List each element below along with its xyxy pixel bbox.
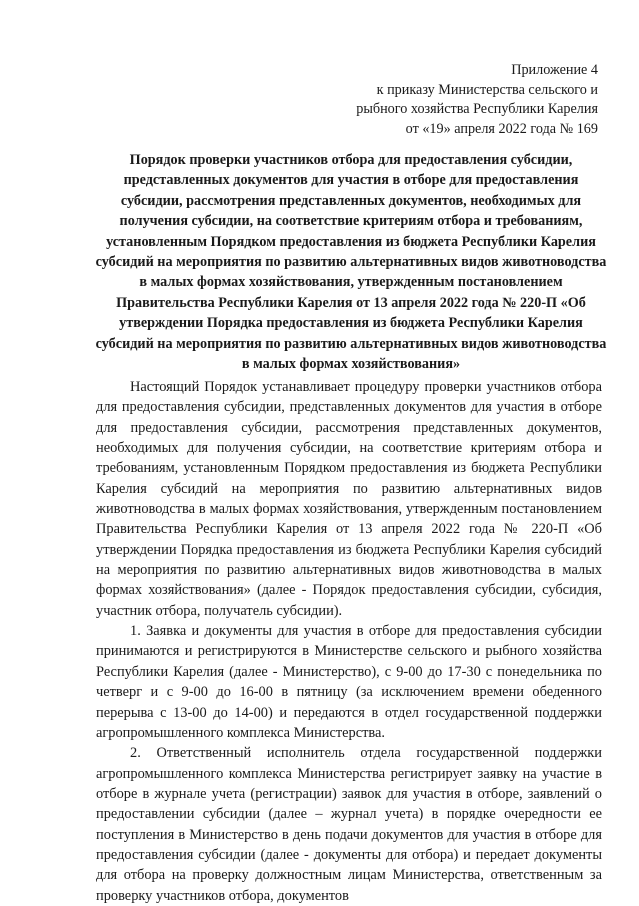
appendix-ministry-line: рыбного хозяйства Республики Карелия (356, 101, 598, 117)
appendix-header (356, 61, 598, 139)
appendix-date-line: от «19» апреля 2022 года № 169 (405, 120, 598, 137)
appendix-order-line: к приказу Министерства сельского и (376, 81, 598, 98)
document-body (96, 377, 602, 906)
intro-paragraph: Настоящий Порядок устанавливает процедуру проверки участников отбора для предоставления субсидии, представленных документов для участия в отборе для предоставления субсидии, рассмотрения представленных документов, необходимых для получения субсидии, на соответствие критериям отбора и требованиям, установленным Порядком предоставления из бюджета Республики Карелия субсидий на мероприятия по развитию альтернативных видов животноводства в малых формах хозяйствования, утвержденным постановлением Правительства Республики Карелия от 13 апреля 2022 года № 220-П «Об утверждении Порядка предоставления из бюджета Республики Карелия субсидий на мероприятия по развитию альтернативных видов животноводства в малых формах хозяйствования» (далее - Порядок предоставления субсидии, субсидия, участник отбора, получатель субсидии). (96, 379, 602, 619)
document-title: Порядок проверки участников отбора для предоставления субсидии, представленных документов для участия в отборе для предоставления субсидии, рассмотрения представленных документов, необходимых для получения субсидии, на соответствие критериям отбора и требованиям, установленным Порядком предоставления из бюджета Республики Карелия субсидий на мероприятия по развитию альтернативных видов животноводства в малых формах хозяйствования, утвержденным постановлением Правительства Республики Карелия от 13 апреля 2022 года № 220-П «Об утверждении Порядка предоставления из бюджета Республики Карелия субсидий на мероприятия по развитию альтернативных видов животноводства в малых формах хозяйствования» (95, 152, 607, 373)
paragraph-item-1: 1. Заявка и документы для участия в отборе для предоставления субсидии принимаются и регистрируются в Министерстве сельского и рыбного хозяйства Республики Карелия (далее - Министерство), с 9-00 до 17-30 с понедельника по четверг и с 9-00 до 16-00 в пятницу (за исключением времени обеденного перерыва с 13-00 до 14-00) и передаются в отдел государственной поддержки агропромышленного комплекса Министерства. (96, 623, 602, 741)
paragraph-item-2: 2. Ответственный исполнитель отдела государственной поддержки агропромышленного комплекса Министерства регистрирует заявку на участие в отборе в журнале учета (регистрации) заявок для участия в отборе, заявлений о предоставлении субсидии (далее – журнал учета) в порядке очередности ее поступления в Министерство в день подачи документов для участия в отборе для предоставления субсидии (далее - документы для отбора) и передает документы для отбора на проверку должностным лицам Министерства, ответственным за проверку участников отбора, документов (96, 745, 602, 904)
appendix-number: Приложение 4 (511, 62, 598, 78)
